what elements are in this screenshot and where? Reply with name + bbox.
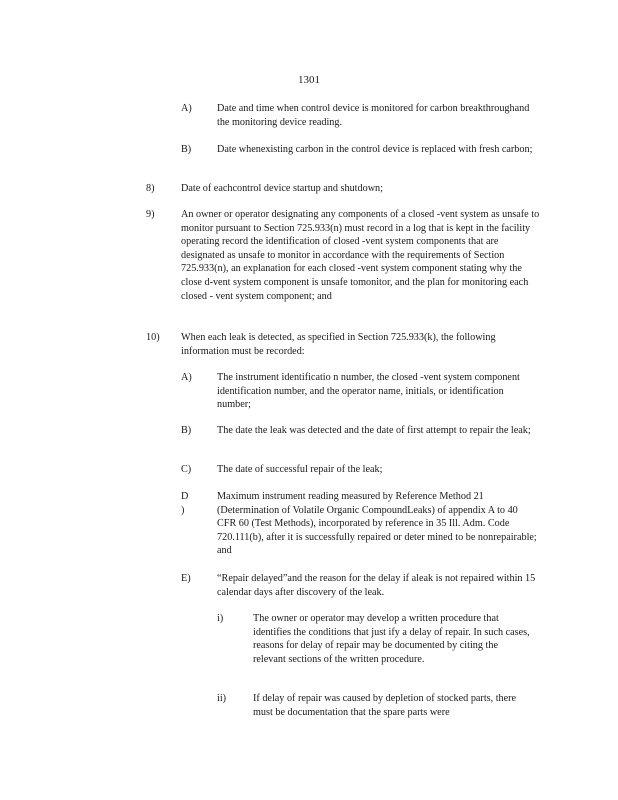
item-label: B) — [181, 144, 192, 155]
item-text: The owner or operator may develop a written procedure that identifies the conditions that just ify a delay of repair. In such cases, reasons for delay of repair may be documented by citing the relevant sections of the written procedure. — [253, 613, 530, 665]
item-text: Date whenexisting carbon in the control device is replaced with fresh carbon; — [217, 144, 533, 155]
item-text: The date the leak was detected and the date of first attempt to repair the leak; — [217, 425, 531, 436]
item-label: 9) — [146, 209, 155, 220]
item-text: The date of successful repair of the leak; — [217, 464, 383, 475]
item-text: Date of eachcontrol device startup and shutdown; — [181, 183, 383, 194]
item-label: ii) — [217, 693, 227, 704]
item-label: A) — [181, 103, 192, 114]
page-number: 1301 — [298, 74, 320, 86]
item-label: B) — [181, 425, 192, 436]
item-text: If delay of repair was caused by depletion of stocked parts, there must be documentation that the spare parts were — [253, 693, 517, 718]
item-label: C) — [181, 464, 192, 475]
item-text: When each leak is detected, as specified in Section 725.933(k), the following information must be recorded: — [181, 332, 496, 357]
item-label: D ) — [181, 491, 189, 516]
item-text: The instrument identificatio n number, the closed -vent system component identification number, and the operator name, initials, or identification number; — [217, 372, 520, 411]
item-text: An owner or operator designating any components of a closed -vent system as unsafe to monitor pursuant to Section 725.933(n) must record in a log that is kept in the facility operating record the identification of closed -vent system components that are designated as unsafe to monitor in accordance with the requirements of Section 725.933(n), an explanation for each closed -vent system component stating why the close d-vent system component is unsafe tomonitor, and the plan for monitoring each closed - vent system component; and — [181, 209, 540, 302]
item-label: 10) — [146, 332, 160, 343]
item-text: Maximum instrument reading measured by Reference Method 21 (Determination of Volatile Organic CompoundLeaks) of appendix A to 40 CFR 60 (Test Methods), incorporated by reference in 35 Ill. Adm. Code 720.111(b), after it is successfully repaired or deter mined to be nonrepairable; and — [217, 491, 537, 557]
item-label: E) — [181, 573, 191, 584]
item-label: 8) — [146, 183, 155, 194]
item-label: A) — [181, 372, 192, 383]
item-label: i) — [217, 613, 224, 624]
item-text: Date and time when control device is monitored for carbon breakthroughand the monitoring device reading. — [217, 103, 530, 128]
item-text: “Repair delayed”and the reason for the delay if aleak is not repaired within 15 calendar days after discovery of the leak. — [217, 573, 536, 598]
